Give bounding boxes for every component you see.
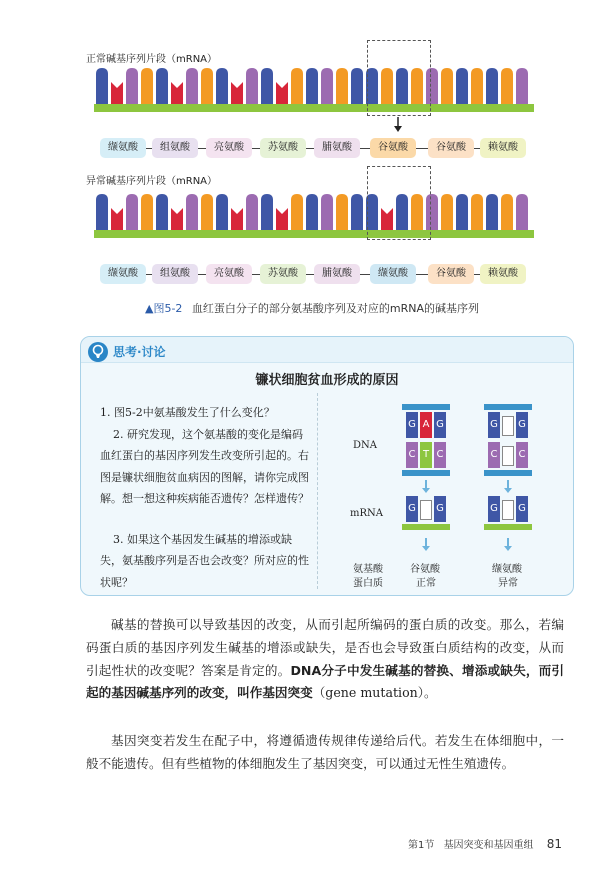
mrna-base-peg (441, 68, 453, 104)
dna-blank (502, 416, 514, 436)
page-footer (408, 836, 562, 851)
mrna-base-peg (471, 194, 483, 230)
mrna-base-peg (516, 194, 528, 230)
arrow-down-icon (421, 538, 431, 552)
peptide-bond (306, 148, 314, 149)
dna-bottom-base: C (406, 442, 418, 468)
mrna-base-peg (126, 194, 138, 230)
amino-acid-label: 谷氨酸 (428, 138, 474, 158)
mrna-base-peg (261, 194, 273, 230)
dna-top-base: A (420, 412, 432, 438)
question-3: 3. 如果这个基因发生碱基的增添或缺失，氨基酸序列是否也会改变？所对应的性状呢？ (100, 533, 309, 589)
mrna-base-peg (486, 194, 498, 230)
mrna-base: G (406, 496, 418, 522)
mrna-base-peg (216, 194, 228, 230)
mrna-base-peg (96, 194, 108, 230)
dna-bottom-base: C (488, 442, 500, 468)
mrna-base-peg (306, 68, 318, 104)
mrna-base-peg (111, 208, 123, 230)
mrna-base-peg (471, 68, 483, 104)
amino-acid-label: 氨基酸 (353, 564, 383, 575)
normal-amino-acid: 谷氨酸 (410, 564, 440, 575)
normal-dna-strand (402, 404, 450, 476)
mrna-base: G (516, 496, 528, 522)
paragraph-1-text: 碱基的替换可以导致基因的改变，从而引起所编码的蛋白质的改变。那么，若编码蛋白质的基因序列发生碱基的增添或缺失，是否也会导致蛋白质结构的改变，从而引起性状的改变呢？答案是肯定的。 (86, 617, 564, 678)
amino-acid-label: 脯氨酸 (314, 138, 360, 158)
peptide-bond (198, 148, 206, 149)
arrow-down-icon (503, 538, 513, 552)
mrna-base-peg (351, 194, 363, 230)
amino-acid-label: 亮氨酸 (206, 138, 252, 158)
mrna-base-peg (126, 68, 138, 104)
mrna-base-peg (456, 194, 468, 230)
discussion-icon (87, 341, 109, 363)
mrna-blank (420, 500, 432, 520)
highlight-box-normal (367, 40, 431, 116)
amino-acid-label: 缬氨酸 (370, 264, 416, 284)
abnormal-amino-acid: 缬氨酸 (492, 564, 522, 575)
dna-label: DNA (353, 440, 377, 451)
page-number: 81 (546, 837, 563, 851)
abnormal-sequence-label: 异常碱基序列片段（mRNA） (86, 176, 218, 187)
peptide-bond (360, 148, 370, 149)
mrna-base-peg (246, 68, 258, 104)
mrna-base-peg (501, 194, 513, 230)
mrna-base-peg (486, 68, 498, 104)
abnormal-dna-strand (484, 404, 532, 476)
mrna-base-peg (201, 194, 213, 230)
peptide-bond (252, 148, 260, 149)
mrna-base-peg (171, 208, 183, 230)
mrna-base-peg (156, 68, 168, 104)
arrow-down-icon (421, 480, 431, 494)
peptide-bond (416, 148, 428, 149)
amino-acid-label: 缬氨酸 (100, 264, 146, 284)
gene-mutation-definition: DNA分子中发生碱基的替换、增添或缺失，而引起的基因碱基序列的改变，叫作基因突变 (86, 662, 565, 701)
mrna-base-peg (276, 82, 288, 104)
amino-acid-label: 赖氨酸 (480, 264, 526, 284)
amino-acid-label: 亮氨酸 (206, 264, 252, 284)
protein-label: 蛋白质 (353, 578, 383, 589)
mrna-base-peg (321, 68, 333, 104)
mrna-base-peg (336, 68, 348, 104)
mrna-base-peg (441, 194, 453, 230)
peptide-bond (360, 274, 370, 275)
arrow-down-icon (392, 117, 404, 133)
normal-mrna-strand (402, 496, 450, 530)
mrna-base-peg (261, 68, 273, 104)
mrna-base-peg (186, 194, 198, 230)
mrna-base-peg (216, 68, 228, 104)
mrna-base: G (488, 496, 500, 522)
paragraph-1 (86, 614, 564, 705)
discussion-badge: 思考·讨论 (113, 345, 166, 359)
dna-top-base: G (406, 412, 418, 438)
amino-acid-label: 脯氨酸 (314, 264, 360, 284)
caption-text: 血红蛋白分子的部分氨基酸序列及对应的mRNA的碱基序列 (191, 302, 480, 315)
mrna-base-peg (156, 194, 168, 230)
question-1: 1. 图5-2中氨基酸发生了什么变化？ (100, 406, 275, 419)
question-2: 2. 研究发现，这个氨基酸的变化是编码血红蛋白的基因序列发生改变所引起的。右图是镰状细胞贫血病因的图解，请你完成图解。想一想这种疾病能否遗传？怎样遗传？ (100, 428, 309, 506)
amino-acid-label: 组氨酸 (152, 264, 198, 284)
mrna-label: mRNA (350, 508, 383, 519)
normal-sequence-label: 正常碱基序列片段（mRNA） (86, 54, 218, 65)
mrna-base-peg (246, 194, 258, 230)
mrna-base-peg (291, 68, 303, 104)
abnormal-mrna-strand (484, 496, 532, 530)
dna-blank (502, 446, 514, 466)
mrna-base-peg (141, 68, 153, 104)
mrna-base-peg (456, 68, 468, 104)
mrna-blank (502, 500, 514, 520)
amino-acid-label: 组氨酸 (152, 138, 198, 158)
mrna-base-peg (231, 82, 243, 104)
mrna-base-peg (501, 68, 513, 104)
peptide-bond (306, 274, 314, 275)
mrna-base-peg (111, 82, 123, 104)
footer-chapter: 基因突变和基因重组 (443, 840, 534, 851)
mrna-base-peg (291, 194, 303, 230)
mrna-base: G (434, 496, 446, 522)
highlight-box-abnormal (367, 166, 431, 240)
paragraph-2: 基因突变若发生在配子中，将遵循遗传规律传递给后代。若发生在体细胞中，一般不能遗传。但有些植物的体细胞发生了基因突变，可以通过无性生殖遗传。 (86, 733, 564, 771)
dna-top-base: G (434, 412, 446, 438)
amino-acid-label: 赖氨酸 (480, 138, 526, 158)
mrna-base-peg (321, 194, 333, 230)
abnormal-protein: 异常 (498, 578, 518, 589)
divider-vertical (317, 393, 318, 589)
discussion-title: 镰状细胞贫血形成的原因 (255, 373, 399, 388)
arrow-down-icon (503, 480, 513, 494)
mrna-base-peg (141, 194, 153, 230)
mrna-base-peg (186, 68, 198, 104)
normal-protein: 正常 (416, 578, 436, 589)
amino-acid-label: 谷氨酸 (428, 264, 474, 284)
mrna-base-peg (516, 68, 528, 104)
dna-bottom-base: C (434, 442, 446, 468)
dna-top-base: G (488, 412, 500, 438)
mrna-base-peg (351, 68, 363, 104)
amino-acid-label: 苏氨酸 (260, 264, 306, 284)
paragraph-1-tail: （gene mutation）。 (312, 685, 437, 701)
abnormal-mrna-diagram (80, 188, 540, 240)
peptide-bond (198, 274, 206, 275)
amino-acid-label: 缬氨酸 (100, 138, 146, 158)
mrna-base-peg (336, 194, 348, 230)
mrna-base-peg (306, 194, 318, 230)
normal-mrna-diagram (80, 62, 540, 114)
figure-caption (145, 300, 479, 316)
amino-acid-label: 苏氨酸 (260, 138, 306, 158)
dna-bottom-base: T (420, 442, 432, 468)
footer-section: 第1节 (408, 840, 435, 851)
peptide-bond (416, 274, 428, 275)
amino-acid-label: 谷氨酸 (370, 138, 416, 158)
dna-bottom-base: C (516, 442, 528, 468)
dna-top-base: G (516, 412, 528, 438)
mrna-base-peg (96, 68, 108, 104)
mrna-base-peg (171, 82, 183, 104)
mrna-base-peg (201, 68, 213, 104)
mrna-base-peg (276, 208, 288, 230)
peptide-bond (252, 274, 260, 275)
caption-marker: ▲图5-2 (145, 302, 183, 315)
mrna-base-peg (231, 208, 243, 230)
